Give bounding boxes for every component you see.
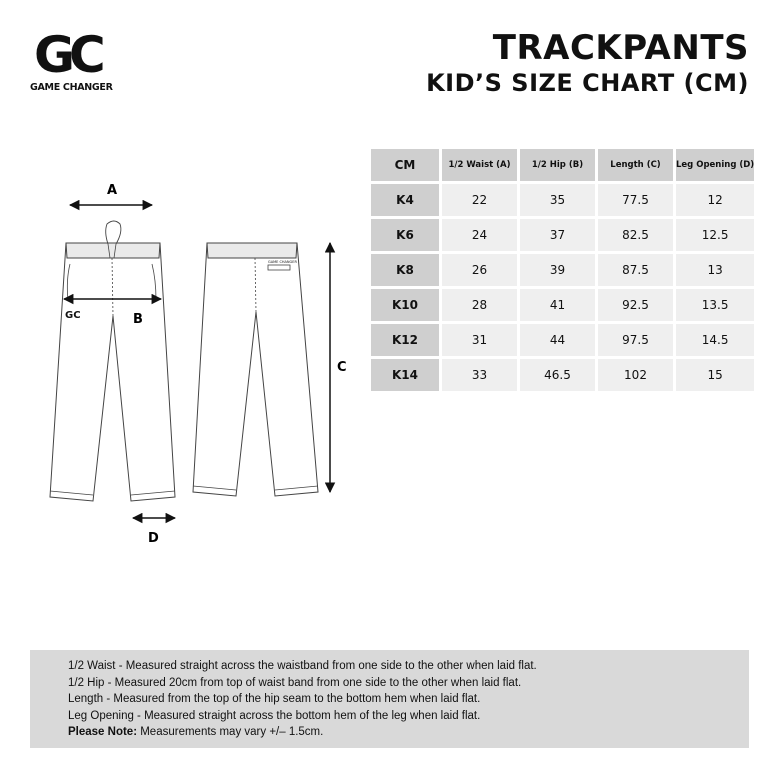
label-b: B [133,312,143,327]
table-cell: 41 [520,289,595,321]
table-cell: 87.5 [598,254,673,286]
header-length: Length (C) [598,149,673,181]
label-a: A [107,183,118,198]
table-cell: 92.5 [598,289,673,321]
size-label: K8 [371,254,439,286]
size-label: K10 [371,289,439,321]
front-pants [50,221,175,501]
table-cell: 13 [676,254,754,286]
size-table [368,146,757,394]
table-cell: 46.5 [520,359,595,391]
table-cell: 82.5 [598,219,673,251]
size-label: K12 [371,324,439,356]
label-d: D [148,531,159,546]
table-row [371,324,754,356]
table-cell: 39 [520,254,595,286]
brand-logo [30,26,125,93]
front-logo: GC [65,310,81,321]
header-leg-opening: Leg Opening (D) [676,149,754,181]
page-title: TRACKPANTS [492,28,749,68]
table-row [371,289,754,321]
table-cell: 31 [442,324,517,356]
page-title-block [426,28,749,98]
size-label: K14 [371,359,439,391]
note-leg-opening: Leg Opening - Measured straight across the bottom hem of the leg when laid flat. [68,709,481,722]
table-cell: 26 [442,254,517,286]
note-waist: 1/2 Waist - Measured straight across the waistband from one side to the other when laid flat. [68,660,537,672]
table-cell: 44 [520,324,595,356]
note-text: Measurements may vary +/– 1.5cm. [137,726,324,738]
table-cell: 12 [676,184,754,216]
table-cell: 28 [442,289,517,321]
back-tag-text: GAME CHANGER [268,260,297,264]
logo-mark: GC [34,26,100,84]
page-subtitle: KID’S SIZE CHART (CM) [426,69,749,97]
table-row [371,219,754,251]
logo-wordmark: GAME CHANGER [30,82,113,93]
table-row [371,184,754,216]
note-hip: 1/2 Hip - Measured 20cm from top of waist band from one side to the other when laid flat. [68,676,522,689]
trackpants-diagram [0,170,370,560]
label-c: C [337,360,347,375]
table-cell: 12.5 [676,219,754,251]
note-disclaimer [68,724,711,741]
header-cm: CM [371,149,439,181]
table-row [371,359,754,391]
header-waist: 1/2 Waist (A) [442,149,517,181]
back-pants [193,243,318,496]
table-cell: 33 [442,359,517,391]
table-cell: 35 [520,184,595,216]
size-label: K4 [371,184,439,216]
table-cell: 22 [442,184,517,216]
table-cell: 24 [442,219,517,251]
table-cell: 13.5 [676,289,754,321]
table-header-row [371,149,754,181]
note-length: Length - Measured from the top of the hip seam to the bottom hem when laid flat. [68,693,481,705]
size-label: K6 [371,219,439,251]
table-cell: 15 [676,359,754,391]
table-cell: 14.5 [676,324,754,356]
header-hip: 1/2 Hip (B) [520,149,595,181]
table-cell: 37 [520,219,595,251]
table-cell: 97.5 [598,324,673,356]
note-label: Please Note: [68,726,138,738]
measurement-notes [30,650,749,748]
table-cell: 77.5 [598,184,673,216]
table-row [371,254,754,286]
table-cell: 102 [598,359,673,391]
